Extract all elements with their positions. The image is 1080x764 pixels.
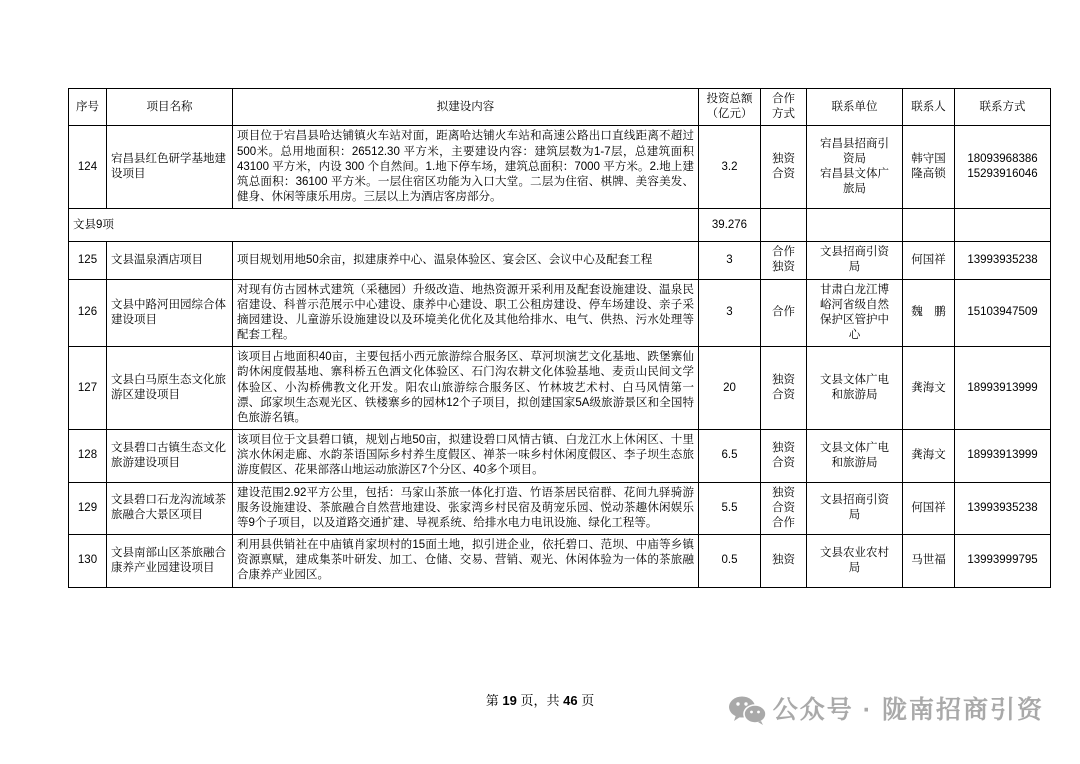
table-row xyxy=(69,482,1051,535)
header-amount-line1: 投资总额 xyxy=(706,93,753,105)
cell-mode: 合作 xyxy=(761,279,807,347)
cell-mode xyxy=(761,430,807,483)
cell-person: 马世福 xyxy=(903,535,955,588)
header-mode xyxy=(761,89,807,126)
subtotal-label: 文县9项 xyxy=(69,209,699,242)
header-amount-line2: （亿元） xyxy=(706,108,753,121)
wechat-icon xyxy=(727,694,761,722)
unit-line-2: 和旅游局 xyxy=(831,389,878,402)
cell-no: 126 xyxy=(69,279,107,347)
header-amount xyxy=(699,89,761,126)
cell-name: 文县白马原生态文化旅游区建设项目 xyxy=(107,347,233,430)
cell-amount: 3 xyxy=(699,279,761,347)
header-content: 拟建设内容 xyxy=(233,89,699,126)
header-name: 项目名称 xyxy=(107,89,233,126)
cell-amount: 3 xyxy=(699,242,761,279)
cell-contact: 18993913999 xyxy=(955,430,1051,483)
mode-line-2: 合资 xyxy=(772,389,795,402)
cell-unit xyxy=(807,430,903,483)
watermark xyxy=(727,690,1044,726)
unit-line-2: 峪河省级自然 xyxy=(820,298,889,311)
table-row xyxy=(69,242,1051,279)
cell-amount: 0.5 xyxy=(699,535,761,588)
unit-line-2: 局 xyxy=(848,509,861,522)
table-row xyxy=(69,279,1051,347)
unit-line-1: 文县文体广电 xyxy=(820,373,889,386)
mode-line-2: 独资 xyxy=(772,261,795,274)
mode-line-1: 独资 xyxy=(772,441,795,454)
footer-page-number: 19 xyxy=(502,693,517,708)
unit-line-2: 和旅游局 xyxy=(831,456,878,469)
subtotal-person xyxy=(903,209,955,242)
cell-name: 文县温泉酒店项目 xyxy=(107,242,233,279)
cell-no: 125 xyxy=(69,242,107,279)
cell-amount: 6.5 xyxy=(699,430,761,483)
cell-content: 利用县供销社在中庙镇肖家坝村的15面土地，拟引进企业，依托碧口、范坝、中庙等乡镇资源禀赋，建成集茶叶研发、加工、仓储、交易、营销、观光、休闲体验为一体的茶旅融合康养产业园区。 xyxy=(233,535,699,588)
table-row xyxy=(69,535,1051,588)
watermark-text: 公众号 · 陇南招商引资 xyxy=(772,696,1044,724)
mode-line-2: 合资 xyxy=(772,456,795,469)
unit-line-3: 保护区管护中 xyxy=(820,313,889,326)
header-unit: 联系单位 xyxy=(807,89,903,126)
subtotal-amount: 39.276 xyxy=(699,209,761,242)
cell-contact: 13993935238 xyxy=(955,242,1051,279)
cell-amount: 20 xyxy=(699,347,761,430)
cell-content: 该项目位于文县碧口镇，规划占地50亩，拟建设碧口风情古镇、白龙江水上休闲区、十里滨水休闲走廊、水韵茶语国际乡村养生度假区、禅茶一味乡村休闲度假区、李子坝生态旅游度假区、花果部落山地运动旅游区7个分区、40多个项目。 xyxy=(233,430,699,483)
subtotal-mode xyxy=(761,209,807,242)
mode-line-1: 独资 xyxy=(772,153,795,166)
table-row xyxy=(69,126,1051,209)
footer-total-pages: 46 xyxy=(563,693,578,708)
cell-content: 项目规划用地50余亩，拟建康养中心、温泉体验区、宴会区、会议中心及配套工程 xyxy=(233,242,699,279)
unit-line-1: 文县招商引资 xyxy=(820,494,889,507)
person-line-2: 隆高锁 xyxy=(911,168,946,181)
cell-no: 130 xyxy=(69,535,107,588)
footer-middle: 页，共 xyxy=(520,693,560,708)
cell-contact: 13993999795 xyxy=(955,535,1051,588)
cell-amount: 3.2 xyxy=(699,126,761,209)
person-line-1: 韩守国 xyxy=(911,153,946,166)
cell-unit xyxy=(807,242,903,279)
unit-line-2: 局 xyxy=(848,261,861,274)
mode-line-1: 独资 xyxy=(772,486,795,499)
table-row xyxy=(69,430,1051,483)
cell-person: 龚海文 xyxy=(903,347,955,430)
cell-no: 127 xyxy=(69,347,107,430)
header-mode-line1: 合作 xyxy=(772,93,795,105)
unit-line-1: 宕昌县招商引 xyxy=(820,137,889,150)
unit-line-1: 文县农业农村 xyxy=(820,546,889,559)
cell-content: 该项目占地面积40亩，主要包括小西元旅游综合服务区、草河坝演艺文化基地、跌堡寨仙韵休闲度假基地、寨科桥五色酒文化体验区、石门沟农耕文化体验基地、麦贡山民间文学体验区、小沟桥佛教文化开发。阳农山旅游综合服务区、竹林坡艺术村、白马风情第一漂、邱家坝生态观光区、铁楼寨乡的园林12个子项目，拟创建国家5A级旅游景区和全国特色旅游名镇。 xyxy=(233,347,699,430)
cell-mode: 独资 xyxy=(761,535,807,588)
cell-contact xyxy=(955,126,1051,209)
cell-name: 文县南部山区茶旅融合康养产业园建设项目 xyxy=(107,535,233,588)
cell-unit xyxy=(807,347,903,430)
cell-person: 何国祥 xyxy=(903,482,955,535)
cell-mode xyxy=(761,482,807,535)
cell-person: 何国祥 xyxy=(903,242,955,279)
cell-person xyxy=(903,126,955,209)
cell-no: 129 xyxy=(69,482,107,535)
unit-line-2: 局 xyxy=(848,561,861,574)
cell-name: 文县碧口古镇生态文化旅游建设项目 xyxy=(107,430,233,483)
unit-line-2: 资局 xyxy=(843,153,866,166)
cell-contact: 15103947509 xyxy=(955,279,1051,347)
cell-unit xyxy=(807,126,903,209)
unit-line-3: 宕昌县文体广 xyxy=(820,168,889,181)
header-contact: 联系方式 xyxy=(955,89,1051,126)
cell-amount: 5.5 xyxy=(699,482,761,535)
cell-contact: 18993913999 xyxy=(955,347,1051,430)
cell-unit xyxy=(807,535,903,588)
mode-line-1: 合作 xyxy=(772,246,795,259)
subtotal-contact xyxy=(955,209,1051,242)
cell-name: 文县中路河田园综合体建设项目 xyxy=(107,279,233,347)
cell-name: 文县碧口石龙沟流域茶旅融合大景区项目 xyxy=(107,482,233,535)
cell-mode xyxy=(761,242,807,279)
cell-mode xyxy=(761,347,807,430)
unit-line-4: 心 xyxy=(848,329,861,342)
cell-contact: 13993935238 xyxy=(955,482,1051,535)
projects-table xyxy=(68,88,1051,588)
header-mode-line2: 方式 xyxy=(772,108,795,121)
subtotal-row xyxy=(69,209,1051,242)
cell-content: 对现有仿古园林式建筑（采穗园）升级改造、地热资源开采利用及配套设施建设、温泉民宿建设、科普示范展示中心建设、康养中心建设、职工公租房建设、停车场建设、亲子采摘园建设、儿童游乐设施建设以及环境美化优化及其他给排水、电气、供热、污水处理等配套工程。 xyxy=(233,279,699,347)
cell-unit xyxy=(807,279,903,347)
unit-line-4: 旅局 xyxy=(843,183,866,196)
mode-line-3: 合作 xyxy=(772,516,795,529)
cell-no: 128 xyxy=(69,430,107,483)
mode-line-2: 合资 xyxy=(772,501,795,514)
unit-line-1: 文县文体广电 xyxy=(820,441,889,454)
footer-suffix: 页 xyxy=(581,693,595,708)
cell-content: 建设范围2.92平方公里，包括：马家山茶旅一体化打造、竹语茶居民宿群、花间九驿骑游服务设施建设、茶旅融合自然营地建设、张家湾乡村民宿及萌宠乐园、悦动茶趣休闲娱乐等9个子项目，以及道路交通扩建、导视系统、给排水电力电讯设施、绿化工程等。 xyxy=(233,482,699,535)
cell-person: 魏 鹏 xyxy=(903,279,955,347)
cell-unit xyxy=(807,482,903,535)
mode-line-2: 合资 xyxy=(772,168,795,181)
table-row xyxy=(69,347,1051,430)
unit-line-1: 甘肃白龙江博 xyxy=(820,283,889,296)
cell-content: 项目位于宕昌县哈达铺镇火车站对面，距离哈达铺火车站和高速公路出口直线距离不超过500米。总用地面积：26512.30 平方米，主要建设内容：建筑层数为1-7层，总建筑面积 43100 平方米，内设 300 个自然间。1.地下停车场，建筑总面积：7000 平方米。2.地上建筑总面积：36100 平方米。一层住宿区功能为入口大堂。二层为住宿、棋牌、美容美发、健身、休闲等康乐用房。三层以上为酒店客房部分。 xyxy=(233,126,699,209)
header-person: 联系人 xyxy=(903,89,955,126)
unit-line-1: 文县招商引资 xyxy=(820,246,889,259)
cell-person: 龚海文 xyxy=(903,430,955,483)
footer-prefix: 第 xyxy=(485,693,499,708)
subtotal-unit xyxy=(807,209,903,242)
contact-line-2: 15293916046 xyxy=(967,168,1038,181)
cell-mode xyxy=(761,126,807,209)
cell-name: 宕昌县红色研学基地建设项目 xyxy=(107,126,233,209)
contact-line-1: 18093968386 xyxy=(967,153,1038,166)
cell-no: 124 xyxy=(69,126,107,209)
header-no: 序号 xyxy=(69,89,107,126)
table-header-row xyxy=(69,89,1051,126)
mode-line-1: 独资 xyxy=(772,373,795,386)
